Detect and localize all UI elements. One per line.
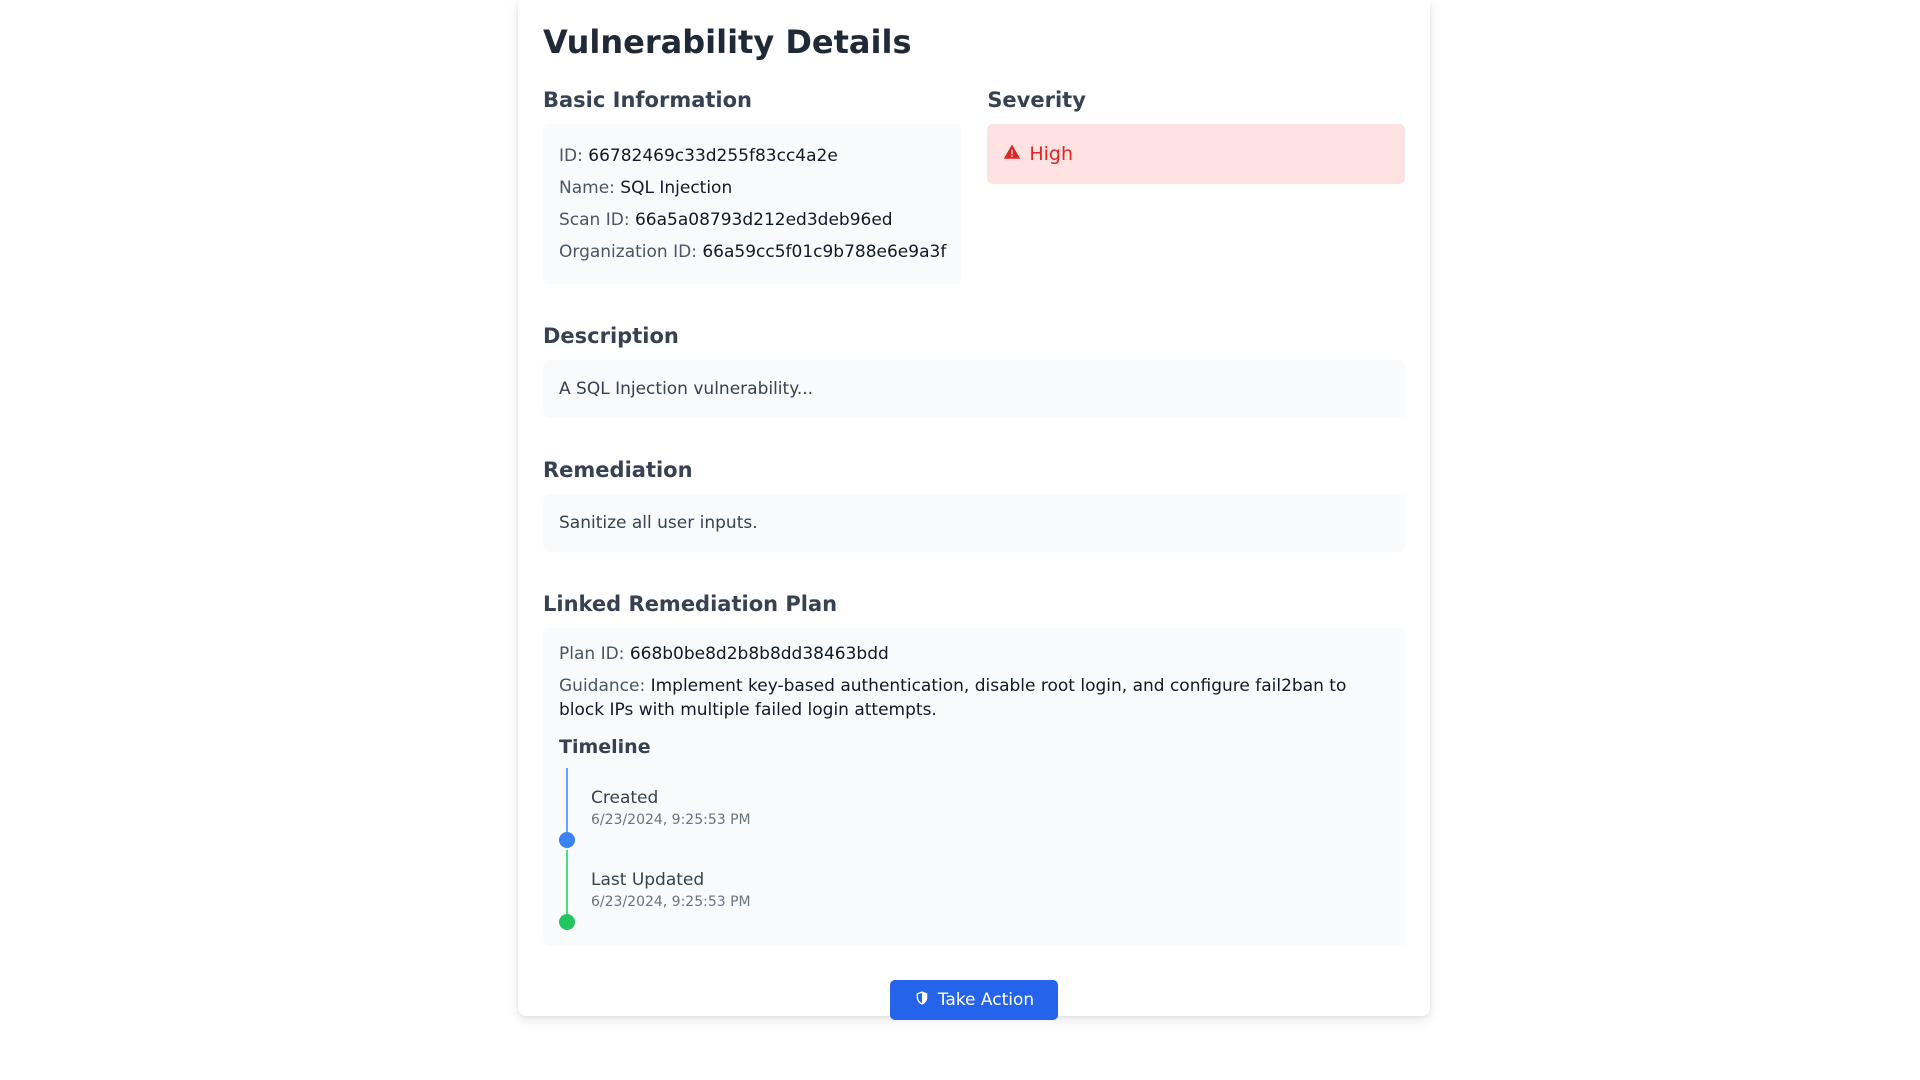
take-action-button[interactable] <box>890 980 1058 1020</box>
timeline-line <box>566 850 568 922</box>
guidance-label: Guidance: <box>559 676 646 696</box>
description-text: A SQL Injection vulnerability... <box>543 360 1405 418</box>
basic-info-heading: Basic Information <box>543 88 752 112</box>
severity-value: High <box>1029 143 1073 165</box>
id-row <box>559 140 946 172</box>
severity-section <box>987 86 1405 284</box>
name-row <box>559 172 946 204</box>
name-label: Name: <box>559 178 615 198</box>
organization-id-label: Organization ID: <box>559 242 697 262</box>
scan-id-row <box>559 204 946 236</box>
action-container <box>543 980 1405 1020</box>
plan-id-label: Plan ID: <box>559 644 625 664</box>
severity-badge <box>987 124 1405 184</box>
basic-info-section <box>543 86 962 284</box>
timeline-dot <box>559 914 575 930</box>
timeline-time: 6/23/2024, 9:25:53 PM <box>591 812 751 828</box>
scan-id-value: 66a5a08793d212ed3deb96ed <box>634 210 893 230</box>
vulnerability-card <box>518 0 1430 1016</box>
timeline-event: Last Updated <box>591 870 705 890</box>
basic-info-panel <box>543 124 962 284</box>
remediation-text: Sanitize all user inputs. <box>543 494 1405 552</box>
page-title: Vulnerability Details <box>543 23 912 61</box>
id-label: ID: <box>559 146 583 166</box>
timeline-item-created <box>559 768 1389 850</box>
timeline-dot <box>559 832 575 848</box>
top-grid <box>543 86 1405 284</box>
remediation-plan-heading: Linked Remediation Plan <box>543 592 838 616</box>
guidance-row <box>559 674 1389 722</box>
guidance-value: Implement key-based authentication, disable root login, and configure fail2ban to block IPs with multiple failed login attempts. <box>559 676 1347 720</box>
severity-heading: Severity <box>987 88 1086 112</box>
warning-triangle-icon <box>1003 143 1021 166</box>
take-action-label: Take Action <box>937 990 1035 1010</box>
description-heading: Description <box>543 324 679 348</box>
remediation-plan-panel <box>543 628 1405 946</box>
id-value: 66782469c33d255f83cc4a2e <box>588 146 838 166</box>
remediation-section <box>543 456 1405 552</box>
organization-id-value: 66a59cc5f01c9b788e6e9a3f <box>702 242 947 262</box>
organization-id-row <box>559 236 946 268</box>
timeline-item-last-updated <box>559 850 1389 932</box>
timeline-event: Created <box>591 788 659 808</box>
timeline-time: 6/23/2024, 9:25:53 PM <box>591 894 751 910</box>
description-section <box>543 322 1405 418</box>
timeline-line <box>566 768 568 840</box>
plan-id-row <box>559 642 1389 666</box>
remediation-plan-section <box>543 590 1405 946</box>
plan-id-value: 668b0be8d2b8b8dd38463bdd <box>629 644 889 664</box>
remediation-heading: Remediation <box>543 458 693 482</box>
name-value: SQL Injection <box>620 178 733 198</box>
timeline-heading: Timeline <box>559 736 651 758</box>
scan-id-label: Scan ID: <box>559 210 630 230</box>
shield-icon <box>914 990 930 1011</box>
